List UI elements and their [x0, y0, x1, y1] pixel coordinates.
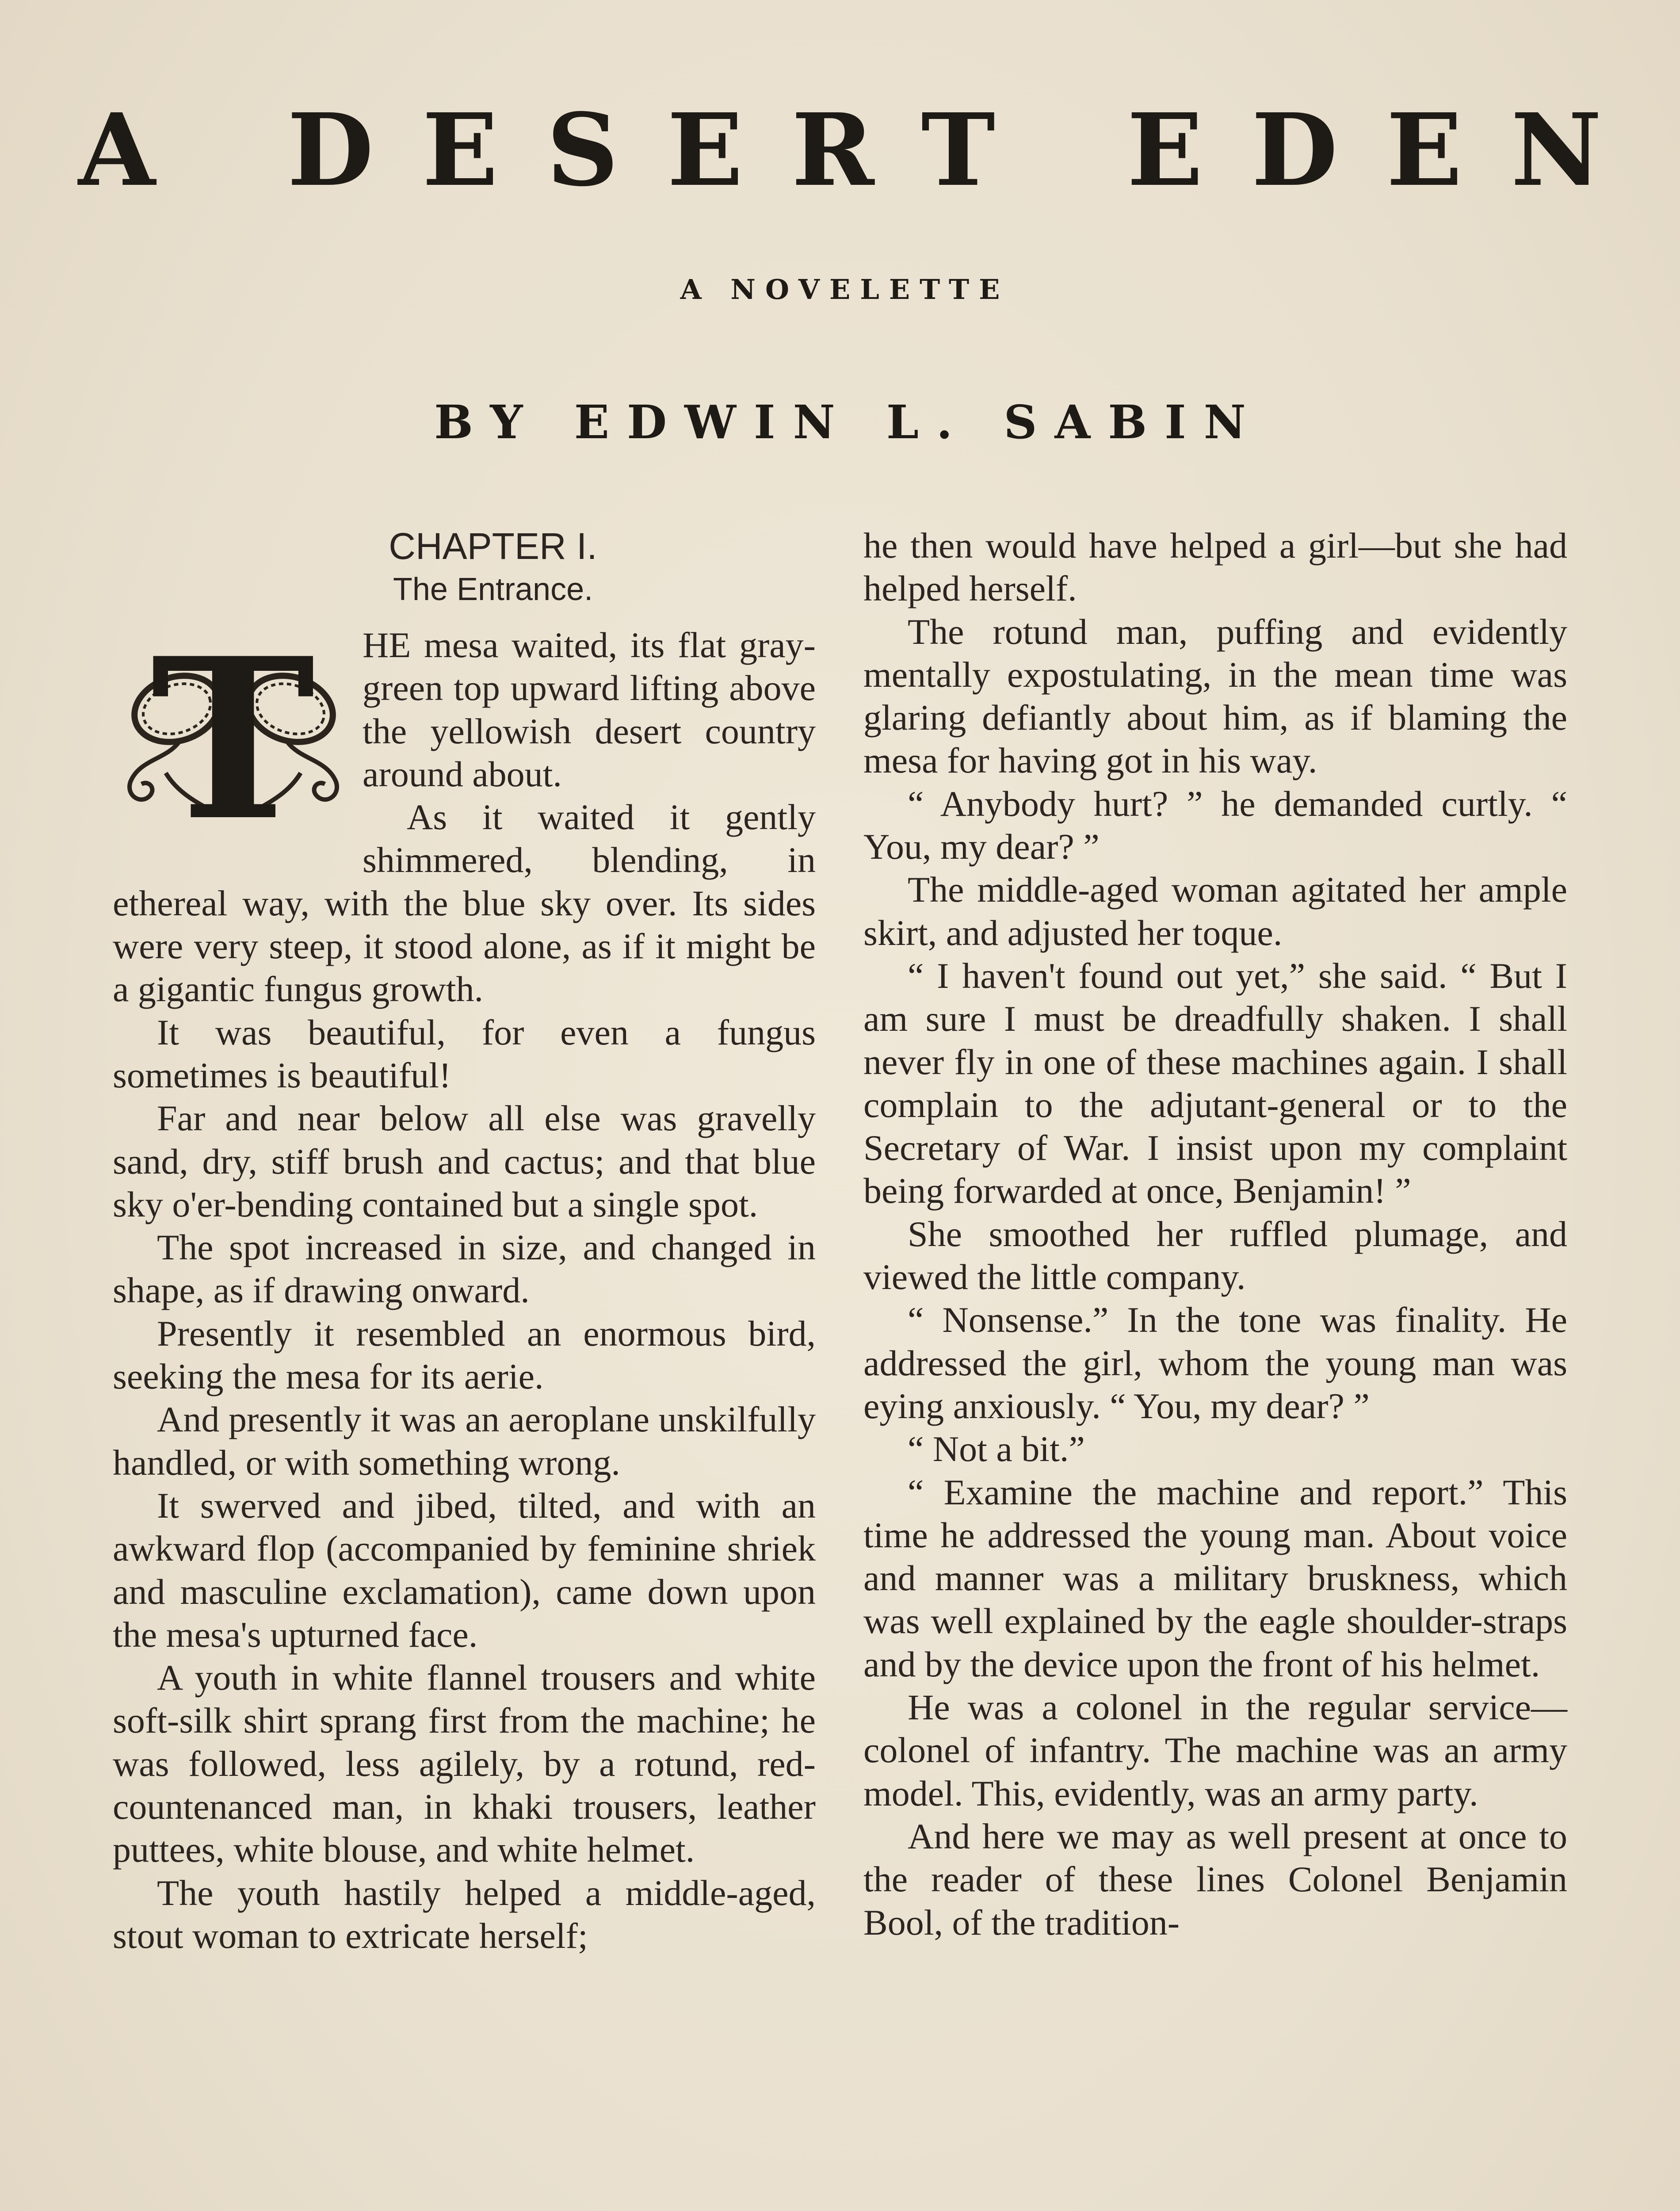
- article-subtitle: A NOVELETTE: [680, 273, 1010, 306]
- paragraph: HE mesa waited, its flat gray-green top upward lifting above the yellowish desert country around about.: [363, 625, 816, 794]
- paragraph: As it waited it gently shimmered, blending, in ethereal way, with the blue sky over. Its sides were very steep, it stood alone, as if it might be a gigantic fungus growth.: [113, 797, 816, 1010]
- paragraph: The youth hastily helped a middle-aged, stout woman to extricate herself;: [113, 1872, 816, 1956]
- paragraph: “ Anybody hurt? ” he demanded curtly. “ You, my dear? ”: [863, 783, 1567, 867]
- ornamental-drop-cap: [113, 627, 354, 842]
- paragraph: The spot increased in size, and changed in shape, as if drawing onward.: [113, 1227, 816, 1311]
- paragraph: It swerved and jibed, tilted, and with an awkward flop (accompanied by feminine shriek and masculine exclamation), came down upon the mesa's upturned face.: [113, 1485, 816, 1655]
- ornamental-initial-icon: [113, 627, 354, 842]
- paragraph: And presently it was an aeroplane unskilfully handled, or with something wrong.: [113, 1399, 816, 1483]
- drop-cap-letter: T: [150, 627, 316, 842]
- left-column: [113, 524, 816, 1957]
- paragraph: Presently it resembled an enormous bird, seeking the mesa for its aerie.: [113, 1313, 816, 1397]
- paragraph: The rotund man, puffing and evidently mentally expostulating, in the mean time was glaring defiantly about him, as if blaming the mesa for having got in his way.: [863, 611, 1567, 781]
- paragraph: “ I haven't found out yet,” she said. “ But I am sure I must be dreadfully shaken. I shall never fly in one of these machines again. I shall complain to the adjutant-general or to the Secretary of War. I insist upon my complaint being forwarded at once, Benjamin! ”: [863, 955, 1567, 1211]
- chapter-subheading: The Entrance.: [393, 572, 593, 607]
- paragraph: He was a colonel in the regular service—colonel of infantry. The machine was an army model. This, evidently, was an army party.: [863, 1687, 1567, 1813]
- paragraph: “ Examine the machine and report.” This time he addressed the young man. About voice and manner was a military bruskness, which was well explained by the eagle shoulder-straps and by the device upon the front of his helmet.: [863, 1472, 1567, 1684]
- paragraph: “ Not a bit.”: [908, 1429, 1085, 1469]
- paragraph: She smoothed her ruffled plumage, and viewed the little company.: [863, 1213, 1567, 1297]
- paragraph: “ Nonsense.” In the tone was finality. He addressed the girl, whom the young man was eying anxiously. “ You, my dear? ”: [863, 1300, 1567, 1426]
- paragraph: And here we may as well present at once to the reader of these lines Colonel Benjamin Bool, of the tradition-: [863, 1816, 1567, 1943]
- right-column: [863, 524, 1567, 1944]
- paragraph: he then would have helped a girl—but she had helped herself.: [863, 525, 1567, 609]
- chapter-heading: CHAPTER I.: [389, 525, 597, 567]
- paragraph: It was beautiful, for even a fungus sometimes is beautiful!: [113, 1012, 816, 1095]
- paragraph: Far and near below all else was gravelly sand, dry, stiff brush and cactus; and that blue sky o'er-bending contained but a single spot.: [113, 1098, 816, 1224]
- paragraph: A youth in white flannel trousers and white soft-silk shirt sprang first from the machine; he was followed, less agilely, by a rotund, red-countenanced man, in khaki trousers, leather puttees, white blouse, and white helmet.: [113, 1657, 816, 1870]
- article-byline: BY EDWIN L. SABIN: [434, 395, 1264, 449]
- article-title: A DESERT EDEN: [78, 92, 1651, 209]
- paragraph: The middle-aged woman agitated her ample skirt, and adjusted her toque.: [863, 869, 1567, 953]
